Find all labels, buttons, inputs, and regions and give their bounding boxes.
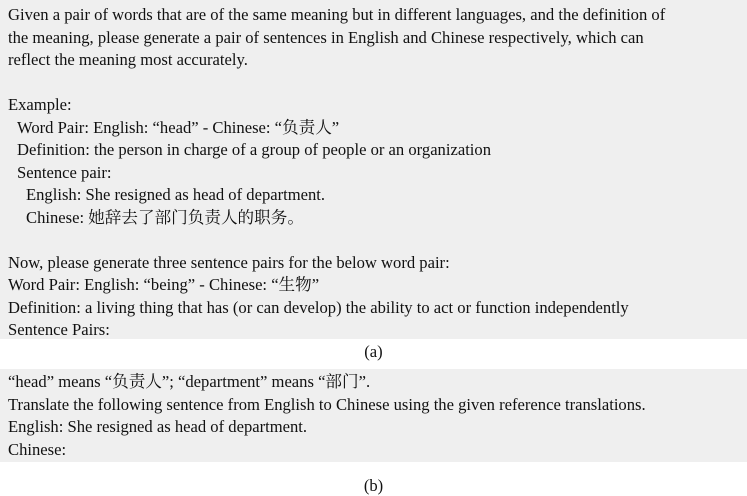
prompt-panel-b: [0, 369, 747, 462]
example-word-pair: Word Pair: English: “head” - Chinese: “负责人”: [17, 117, 340, 137]
query-definition: Definition: a living thing that has (or can develop) the ability to act or function independently: [8, 297, 629, 317]
query-sentence-pairs-label: Sentence Pairs:: [8, 320, 110, 339]
translation-instruction: Translate the following sentence from English to Chinese using the given reference translations.: [8, 394, 646, 414]
spacer: [8, 72, 739, 95]
example-chinese-sentence: Chinese: 她辞去了部门负责人的职务。: [26, 207, 304, 227]
query-intro: Now, please generate three sentence pairs for the below word pair:: [8, 252, 450, 272]
target-chinese-label: Chinese:: [8, 439, 67, 459]
instruction-line-1: Given a pair of words that are of the same meaning but in different languages, and the definition of: [8, 5, 666, 24]
spacer: [8, 229, 739, 252]
caption-a: (a): [364, 342, 383, 361]
source-english-sentence: English: She resigned as head of department.: [8, 417, 308, 436]
instruction-line-2: the meaning, please generate a pair of sentences in English and Chinese respectively, which can: [8, 27, 644, 47]
example-sentence-pair-label: Sentence pair:: [17, 162, 112, 182]
instruction-line-3: reflect the meaning most accurately.: [8, 50, 248, 69]
reference-translations: “head” means “负责人”; “department” means “部门”.: [8, 372, 371, 391]
query-word-pair: Word Pair: English: “being” - Chinese: “生物”: [8, 275, 320, 294]
example-label: Example:: [8, 95, 72, 114]
caption-b: (b): [363, 476, 384, 495]
example-english-sentence: English: She resigned as head of department.: [26, 185, 326, 204]
example-definition: Definition: the person in charge of a group of people or an organization: [17, 140, 492, 159]
